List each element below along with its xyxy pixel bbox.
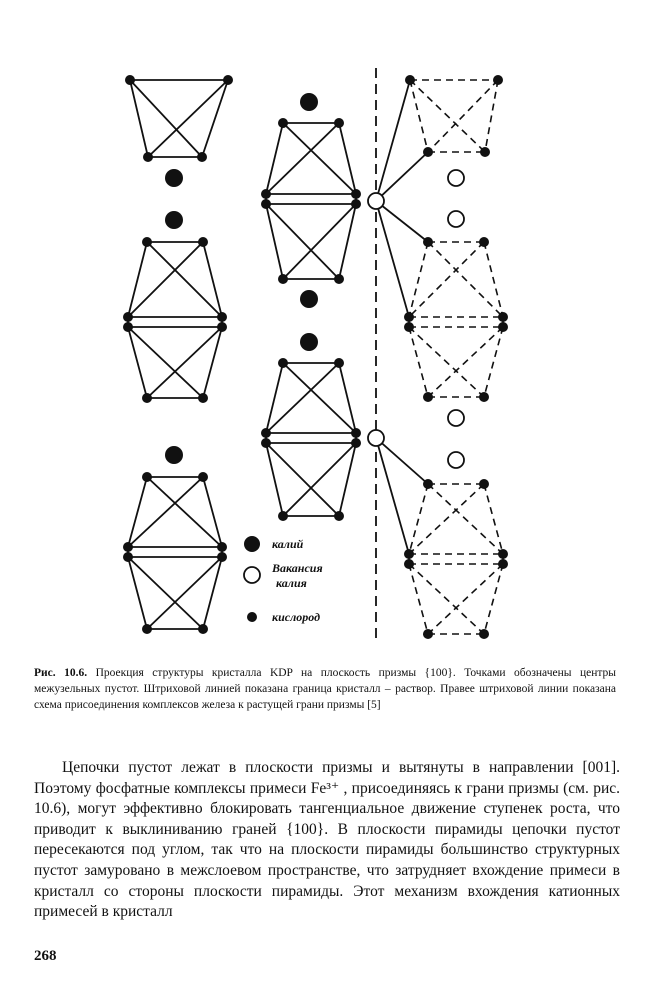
body-paragraph: Цепочки пустот лежат в плоскости призмы и вытянуты в направлении [001]. Поэтому фосфатные комплексы примеси Fe³⁺ , присоединяясь к грани призмы (см. рис. 10.6), могут эффективно блокировать тангенциальное движение ступенек роста, что приводит к выклиниванию граней {100}. В плоскости пирамиды цепочки пустот пересекаются под углом, так что на плоскости пирамиды большинство структурных пустот замуровано в межслоевом пространстве, что затрудняет вхождение примеси в кристалл со стороны плоскости пирамиды. Этот механизм вхождения катионных примесей в кристалл bbox=[34, 759, 620, 921]
bond-line bbox=[266, 123, 283, 194]
bond-line bbox=[339, 363, 356, 433]
bond-line bbox=[203, 242, 222, 317]
legend-oxygen: кислород bbox=[272, 610, 321, 624]
potassium-atom bbox=[165, 211, 183, 229]
potassium-atom bbox=[165, 446, 183, 464]
potassium-legend-marker bbox=[244, 536, 260, 552]
oxygen-atom bbox=[498, 312, 508, 322]
bond-line bbox=[428, 484, 503, 554]
oxygen-atom bbox=[217, 552, 227, 562]
oxygen-atom bbox=[498, 559, 508, 569]
bond-line bbox=[266, 204, 283, 279]
bond-line bbox=[339, 123, 356, 194]
oxygen-atom bbox=[334, 358, 344, 368]
potassium-vacancy bbox=[368, 430, 384, 446]
bond-line bbox=[410, 80, 485, 152]
potassium-atom bbox=[300, 333, 318, 351]
potassium-vacancy bbox=[448, 452, 464, 468]
oxygen-atom bbox=[261, 438, 271, 448]
bond-line bbox=[266, 123, 339, 194]
potassium-atom bbox=[300, 93, 318, 111]
potassium-atom bbox=[165, 169, 183, 187]
attachment-bond bbox=[376, 80, 410, 201]
oxygen-atom bbox=[198, 472, 208, 482]
body-text bbox=[34, 758, 620, 923]
oxygen-atom bbox=[142, 624, 152, 634]
figure-caption bbox=[34, 665, 616, 713]
caption-label: Рис. 10.6. bbox=[34, 667, 88, 679]
bond-line bbox=[484, 327, 503, 397]
oxygen-atom bbox=[479, 629, 489, 639]
bond-line bbox=[409, 564, 484, 634]
oxygen-atom bbox=[423, 147, 433, 157]
attachment-bond bbox=[376, 438, 428, 484]
oxygen-atom bbox=[278, 511, 288, 521]
oxygen-atom bbox=[480, 147, 490, 157]
bond-line bbox=[266, 443, 339, 516]
oxygen-atom bbox=[423, 392, 433, 402]
bond-line bbox=[128, 242, 203, 317]
bond-line bbox=[283, 123, 356, 194]
oxygen-atom bbox=[125, 75, 135, 85]
bond-line bbox=[128, 557, 147, 629]
bond-line bbox=[409, 327, 428, 397]
oxygen-atom bbox=[351, 199, 361, 209]
oxygen-atom bbox=[493, 75, 503, 85]
oxygen-atom bbox=[404, 322, 414, 332]
bond-line bbox=[409, 242, 428, 317]
legend bbox=[244, 536, 323, 624]
bond-line bbox=[339, 443, 356, 516]
oxygen-atom bbox=[479, 479, 489, 489]
oxygen-atom bbox=[143, 152, 153, 162]
oxygen-atom bbox=[123, 312, 133, 322]
oxygen-atom bbox=[278, 274, 288, 284]
oxygen-atom bbox=[498, 549, 508, 559]
bond-line bbox=[266, 443, 283, 516]
oxygen-atom bbox=[334, 511, 344, 521]
oxygen-atom bbox=[142, 237, 152, 247]
bond-line bbox=[147, 242, 222, 317]
bond-line bbox=[266, 363, 339, 433]
oxygen-atom bbox=[479, 392, 489, 402]
bond-line bbox=[128, 477, 203, 547]
potassium-atom bbox=[300, 290, 318, 308]
potassium-vacancy bbox=[448, 211, 464, 227]
bond-line bbox=[428, 242, 503, 317]
attachment-bond bbox=[376, 201, 409, 317]
bond-line bbox=[428, 327, 503, 397]
complex-attachment-dashed bbox=[409, 80, 503, 634]
bond-line bbox=[409, 327, 484, 397]
oxygen-atom bbox=[217, 322, 227, 332]
oxygen-atom bbox=[351, 438, 361, 448]
legend-potassium: калий bbox=[272, 537, 304, 551]
bond-line bbox=[266, 363, 283, 433]
bond-line bbox=[147, 557, 222, 629]
bond-line bbox=[283, 443, 356, 516]
bond-line bbox=[283, 204, 356, 279]
oxygen-atom bbox=[498, 322, 508, 332]
oxygen-atom bbox=[334, 274, 344, 284]
oxygen-atom bbox=[278, 118, 288, 128]
oxygen-legend-marker bbox=[247, 612, 257, 622]
potassium-vacancy bbox=[448, 410, 464, 426]
bond-line bbox=[484, 242, 503, 317]
oxygen-atom bbox=[351, 428, 361, 438]
attachment-bond bbox=[376, 201, 428, 242]
oxygen-atom bbox=[404, 559, 414, 569]
bond-line bbox=[203, 557, 222, 629]
oxygen-atom bbox=[217, 312, 227, 322]
bond-line bbox=[148, 80, 228, 157]
oxygen-atom bbox=[261, 428, 271, 438]
bond-line bbox=[128, 327, 147, 398]
oxygen-atom bbox=[334, 118, 344, 128]
legend-vacancy: Ваканcия bbox=[272, 561, 323, 575]
oxygen-atom bbox=[123, 552, 133, 562]
bond-line bbox=[128, 477, 147, 547]
bond-line bbox=[484, 484, 503, 554]
bond-line bbox=[409, 564, 428, 634]
oxygen-atom bbox=[197, 152, 207, 162]
oxygen-atom bbox=[423, 237, 433, 247]
oxygen-atom bbox=[198, 624, 208, 634]
oxygen-atom bbox=[223, 75, 233, 85]
bond-line bbox=[484, 564, 503, 634]
attachment-bond bbox=[376, 438, 409, 554]
oxygen-atom bbox=[217, 542, 227, 552]
oxygen-atom bbox=[123, 322, 133, 332]
bond-line bbox=[339, 204, 356, 279]
bond-line bbox=[428, 564, 503, 634]
oxygen-atom bbox=[261, 189, 271, 199]
oxygen-atom bbox=[278, 358, 288, 368]
oxygen-atom bbox=[405, 75, 415, 85]
oxygen-atom bbox=[423, 629, 433, 639]
legend-vacancy-2: калия bbox=[276, 576, 307, 590]
oxygen-atom bbox=[423, 479, 433, 489]
oxygen-atom bbox=[479, 237, 489, 247]
oxygen-atom bbox=[142, 472, 152, 482]
oxygen-atom bbox=[404, 312, 414, 322]
bond-line bbox=[130, 80, 148, 157]
potassium-vacancy bbox=[368, 193, 384, 209]
bond-line bbox=[410, 80, 428, 152]
oxygen-atom bbox=[123, 542, 133, 552]
bond-line bbox=[266, 204, 339, 279]
bond-line bbox=[283, 363, 356, 433]
bond-line bbox=[147, 477, 222, 547]
bond-line bbox=[128, 557, 203, 629]
potassium-vacancy bbox=[448, 170, 464, 186]
bond-line bbox=[130, 80, 202, 157]
oxygen-atom bbox=[261, 199, 271, 209]
oxygen-atom bbox=[198, 237, 208, 247]
oxygen-atom bbox=[351, 189, 361, 199]
bond-line bbox=[409, 242, 484, 317]
caption-text: Проекция структуры кристалла KDP на плоскость призмы {100}. Точками обозначены центры межузельных пустот. Штриховой линией показана граница кристалл – раствор. Правее штриховой линии показана схема присоединения комплексов железа к растущей грани призмы [5] bbox=[34, 667, 616, 711]
bond-line bbox=[128, 327, 203, 398]
bond-line bbox=[128, 242, 147, 317]
bond-line bbox=[203, 477, 222, 547]
oxygen-atom bbox=[198, 393, 208, 403]
oxygen-atom bbox=[404, 549, 414, 559]
bond-line bbox=[203, 327, 222, 398]
page-number: 268 bbox=[34, 948, 57, 964]
vacancy-legend-marker bbox=[244, 567, 260, 583]
oxygen-atom bbox=[142, 393, 152, 403]
bond-line bbox=[409, 484, 428, 554]
bond-line bbox=[409, 484, 484, 554]
bond-line bbox=[147, 327, 222, 398]
